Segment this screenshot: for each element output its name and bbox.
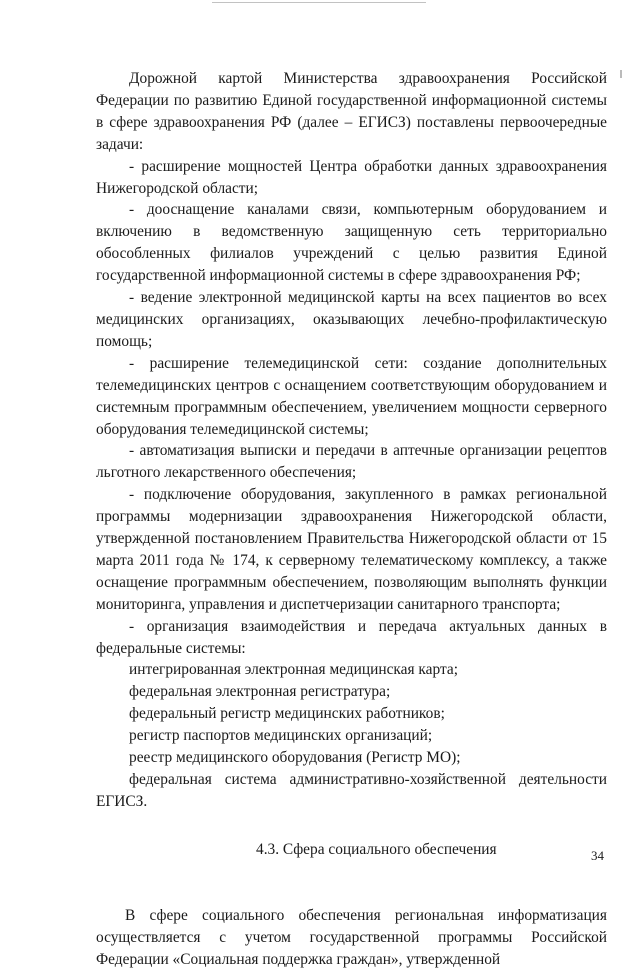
task-item: - дооснащение каналами связи, компьютерным оборудованием и включению в ведомственную защищенную сеть территориально обособленных филиалов учреждений с целью развития Единой государственной информационной системы в сфере здравоохранения РФ; — [96, 201, 607, 285]
task-item: - расширение телемедицинской сети: создание дополнительных телемедицинских центров с оснащением соответствующим оборудованием и системным программным обеспечением, увеличением мощности серверного оборудования телемедицинской системы; — [96, 354, 607, 438]
top-rule — [212, 2, 426, 3]
page-number: 34 — [591, 848, 604, 863]
system-list-item: федеральный регистр медицинских работников; — [129, 705, 445, 723]
task-item: - ведение электронной медицинской карты на всех пациентов во всех медицинских организациях, оказывающих лечебно-профилактическую помощь; — [96, 289, 607, 350]
system-list-item: реестр медицинского оборудования (Регистр МО); — [129, 749, 461, 767]
section-heading: 4.3. Сфера социального обеспечения — [256, 840, 497, 858]
section-paragraph: В сфере социального обеспечения региональная информатизация осуществляется с учетом государственной программы Российской Федерации «Социальная поддержка граждан», утвержденной — [96, 906, 607, 968]
system-list-item: регистр паспортов медицинских организаций; — [129, 727, 433, 745]
intro-paragraph: Дорожной картой Министерства здравоохранения Российской Федерации по развитию Единой государственной информационной системы в сфере здравоохранения РФ (далее – ЕГИСЗ) поставлены первоочередные задачи: — [96, 70, 607, 153]
scan-mark — [620, 70, 622, 78]
task-item: - подключение оборудования, закупленного в рамках региональной программы модернизации здравоохранения Нижегородской области, утвержденной постановлением Правительства Нижегородской области от 15 марта 2011 года № 174, к серверному телематическому комплексу, а также оснащение программным обеспечением, позволяющим выполнять функции мониторинга, управления и диспетчеризации санитарного транспорта; — [96, 486, 607, 613]
task-item: - организация взаимодействия и передача актуальных данных в федеральные системы: — [96, 617, 607, 657]
system-list-item: федеральная электронная регистратура; — [129, 683, 391, 701]
system-list-item: федеральная система административно-хозяйственной деятельности ЕГИСЗ. — [96, 771, 607, 810]
page-body — [96, 68, 607, 971]
system-list-item: интегрированная электронная медицинская карта; — [129, 661, 459, 679]
task-item: - расширение мощностей Центра обработки данных здравоохранения Нижегородской области; — [96, 157, 607, 197]
task-item: - автоматизация выписки и передачи в аптечные организации рецептов льготного лекарственного обеспечения; — [96, 442, 607, 482]
